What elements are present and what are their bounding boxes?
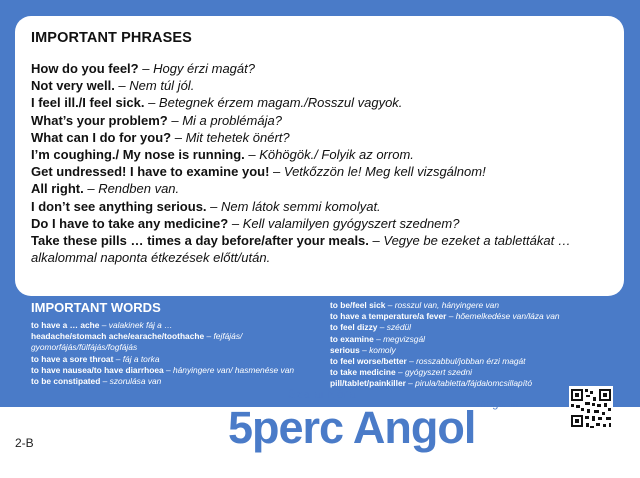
word-entry [330,311,620,322]
word-entry [330,345,620,356]
phrase-english: Do I have to take any medicine? [31,215,229,231]
word-entry [330,334,620,345]
phrase-hungarian: Betegnek érzem magam./Rosszul vagyok. [158,95,403,111]
dash-separator: – [100,376,110,387]
words-title: IMPORTANT WORDS [31,300,161,315]
phrase-line [31,112,608,129]
phrase-english: What can I do for you? [31,129,172,145]
dash-separator: – [377,322,387,333]
dash-separator: – [385,300,395,310]
phrase-line [31,129,608,146]
dash-separator: – [368,233,384,249]
word-english: to have a … ache [31,320,100,330]
word-hungarian: hányingere van/ hasmenése van [172,364,295,375]
phrase-hungarian: Vegye be ezeket a tablettákat … alkalommal naponta étkezések előtt/után. [31,233,571,266]
phrases-title: IMPORTANT PHRASES [31,30,192,46]
word-hungarian: komoly [369,344,396,355]
dash-separator: – [395,367,405,378]
word-entry [330,367,620,378]
dash-separator: – [167,112,183,128]
word-english: to have a sore throat [31,353,114,364]
phrase-hungarian: Nem látok semmi komolyat. [221,198,381,214]
dash-separator: – [99,320,109,330]
word-english: to be/feel sick [330,300,386,310]
word-english: to be constipated [31,376,101,387]
phrase-line [31,163,608,180]
word-hungarian: szédül [386,322,411,333]
dash-separator: – [204,331,214,342]
dash-separator: – [269,164,284,180]
phrase-line [31,77,608,94]
word-entry [31,354,326,365]
word-hungarian: megvizsgál [383,333,425,344]
word-english: serious [330,344,360,355]
dash-separator: – [138,61,154,76]
logo-wordmark: 5perc Angol [228,402,476,453]
phrase-hungarian: Köhögök./ Folyik az orrom. [259,147,414,163]
dash-separator: – [359,344,370,355]
logo-author: Szalai Nóra [288,387,356,401]
phrase-line [31,180,608,197]
phrase-english: Take these pills … times a day before/after your meals. [31,233,369,249]
word-entry [31,331,326,353]
dash-separator: – [406,356,417,367]
word-entry [330,322,620,333]
dash-separator: – [163,364,173,375]
phrase-line [31,232,608,266]
dash-separator: – [114,78,130,94]
dash-separator: – [228,215,243,231]
word-hungarian: rosszul van, hányingere van [394,300,499,310]
dash-separator: – [171,129,186,145]
word-hungarian: hőemelkedése van/láza van [455,311,560,322]
phrase-hungarian: Mit tehetek önért? [185,129,290,145]
word-english: to feel dizzy [330,322,378,333]
phrase-line [31,94,608,111]
phrase-english: All right. [31,181,84,197]
important-words-left-column [31,300,326,387]
phrase-hungarian: Vetkőzzön le! Meg kell vizsgálnom! [283,164,486,180]
magazine-logo [228,386,528,466]
important-words-right-column [330,300,620,390]
word-hungarian: pirula/tabletta/fájdalomcsillapító [415,378,533,389]
phrase-line [31,146,608,163]
word-english: to examine [330,333,374,344]
word-english: to have a temperature/a fever [330,311,447,322]
phrase-english: Not very well. [31,78,115,94]
phrase-english: What’s your problem? [31,112,168,128]
qr-code-icon [569,386,613,458]
word-english: to have nausea/to have diarrhoea [31,364,164,375]
word-english: to feel worse/better [330,356,407,367]
dash-separator: – [83,181,99,197]
words-left-list [31,320,326,387]
dash-separator: – [405,378,416,389]
word-entry [31,365,326,376]
dash-separator: – [113,353,123,364]
important-phrases-card [15,16,624,296]
word-entry [31,320,326,331]
phrase-hungarian: Mi a problémája? [182,112,282,128]
word-hungarian: fejfájás/ gyomorfájás/fülfájás/fogfájás [31,331,243,353]
word-entry [330,356,620,367]
phrase-hungarian: Rendben van. [98,181,180,197]
word-hungarian: szorulása van [109,376,162,387]
word-english: headache/stomach ache/earache/toothache [31,331,205,342]
word-hungarian: fáj a torka [122,353,160,364]
dash-separator: – [373,333,384,344]
phrase-hungarian: Nem túl jól. [129,78,195,94]
page-number: 2-B [15,436,34,450]
word-hungarian: gyógyszert szedni [404,367,472,378]
phrase-english: I don’t see anything serious. [31,198,207,214]
logo-magazin-label: magazin [477,398,519,410]
phrase-english: How do you feel? [31,61,139,76]
word-english: to take medicine [330,367,396,378]
dash-separator: – [206,198,222,214]
dash-separator: – [244,147,260,163]
phrase-list [31,60,608,266]
word-entry [330,300,620,311]
phrase-line [31,215,608,232]
word-english: pill/tablet/painkiller [330,378,406,389]
dash-separator: – [446,311,456,322]
phrase-english: I feel ill./I feel sick. [31,95,145,111]
phrase-hungarian: Hogy érzi magát? [153,61,255,76]
words-right-list [330,300,620,390]
word-hungarian: valakinek fáj a … [108,320,173,330]
phrase-english: I’m coughing./ My nose is running. [31,147,245,163]
phrase-line [31,198,608,215]
phrase-english: Get undressed! I have to examine you! [31,164,270,180]
dash-separator: – [144,95,159,111]
word-hungarian: rosszabbul/jobban érzi magát [416,356,526,367]
phrase-line [31,60,608,77]
phrase-hungarian: Kell valamilyen gyógyszert szednem? [242,215,460,231]
